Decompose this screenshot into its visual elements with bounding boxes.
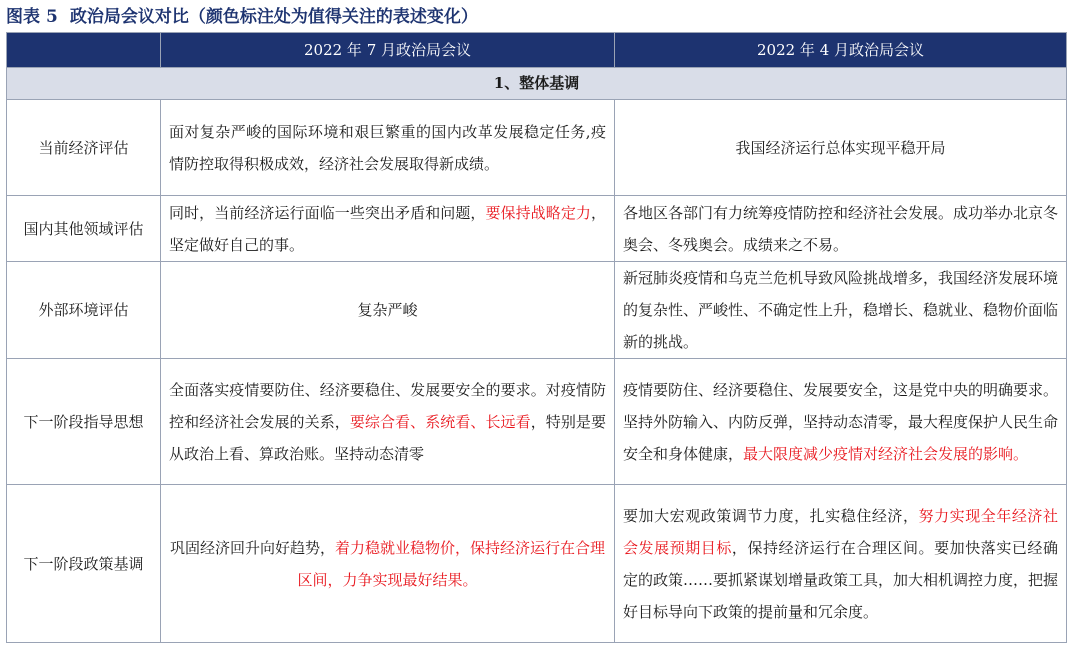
row-label: 当前经济评估 bbox=[7, 100, 161, 196]
table-header-row bbox=[7, 33, 1067, 68]
july-cell bbox=[161, 262, 615, 359]
april-cell bbox=[615, 262, 1067, 359]
highlighted-text: 着力稳就业稳物价，保持经济运行在合理区间，力争实现最好结果。 bbox=[297, 538, 606, 589]
cell-text: 复杂严峻 bbox=[357, 301, 418, 319]
july-cell bbox=[161, 100, 615, 196]
cell-text: ，坚定做好自己的事。 bbox=[169, 203, 606, 254]
highlighted-text: 努力实现全年经济社会发展预期目标 bbox=[623, 506, 1058, 557]
cell-text: 疫情要防住、经济要稳住、发展要安全，这是党中央的明确要求。坚持外防输入、内防反弹，坚持动态清零，最大程度保护人民生命安全和身体健康， bbox=[623, 380, 1059, 463]
cell-text: 全面落实疫情要防住、经济要稳住、发展要安全的要求。对疫情防控和经济社会发展的关系， bbox=[169, 380, 606, 431]
april-cell bbox=[615, 100, 1067, 196]
table-row bbox=[7, 359, 1067, 485]
april-cell bbox=[615, 485, 1067, 643]
july-cell bbox=[161, 196, 615, 262]
cell-text: 我国经济运行总体实现平稳开局 bbox=[735, 138, 946, 157]
cell-text: 各地区各部门有力统筹疫情防控和经济社会发展。成功举办北京冬奥会、冬残奥会。成绩来之不易。 bbox=[623, 203, 1059, 254]
highlighted-text: 要综合看、系统看、长远看 bbox=[349, 412, 531, 431]
row-label: 外部环境评估 bbox=[7, 262, 161, 359]
section-title: 1、整体基调 bbox=[7, 68, 1067, 100]
header-april-meeting: 2022 年 4 月政治局会议 bbox=[615, 33, 1067, 68]
comparison-table bbox=[6, 32, 1067, 643]
figure-number: 5 bbox=[46, 7, 58, 27]
april-cell bbox=[615, 196, 1067, 262]
cell-text: 新冠肺炎疫情和乌克兰危机导致风险挑战增多，我国经济发展环境的复杂性、严峻性、不确定性上升，稳增长、稳就业、稳物价面临新的挑战。 bbox=[623, 269, 1059, 351]
cell-text: ，保持经济运行在合理区间。要加快落实已经确定的政策……要抓紧谋划增量政策工具，加大相机调控力度，把握好目标导向下政策的提前量和冗余度。 bbox=[623, 538, 1059, 621]
header-july-meeting: 2022 年 7 月政治局会议 bbox=[161, 33, 615, 68]
figure-label: 图表 bbox=[6, 7, 40, 27]
row-label: 下一阶段指导思想 bbox=[7, 359, 161, 485]
april-cell bbox=[615, 359, 1067, 485]
figure-caption: 政治局会议对比（颜色标注处为值得关注的表述变化） bbox=[69, 7, 478, 27]
july-cell bbox=[161, 485, 615, 643]
figure-title bbox=[6, 4, 478, 30]
july-cell bbox=[161, 359, 615, 485]
row-label: 下一阶段政策基调 bbox=[7, 485, 161, 643]
cell-text: 同时，当前经济运行面临一些突出矛盾和问题， bbox=[169, 203, 486, 222]
cell-text: 要加大宏观政策调节力度，扎实稳住经济， bbox=[623, 506, 919, 525]
cell-text: 面对复杂严峻的国际环境和艰巨繁重的国内改革发展稳定任务,疫情防控取得积极成效，经济社会发展取得新成绩。 bbox=[169, 122, 606, 173]
table-row bbox=[7, 485, 1067, 643]
cell-text: 巩固经济回升向好趋势， bbox=[169, 538, 335, 557]
row-label: 国内其他领域评估 bbox=[7, 196, 161, 262]
table-row bbox=[7, 262, 1067, 359]
table-row bbox=[7, 196, 1067, 262]
table-row bbox=[7, 100, 1067, 196]
highlighted-text: 最大限度减少疫情对经济社会发展的影响。 bbox=[743, 444, 1029, 463]
highlighted-text: 要保持战略定力 bbox=[485, 203, 591, 222]
header-corner-cell bbox=[7, 33, 161, 68]
cell-text: ，特别是要从政治上看、算政治账。坚持动态清零 bbox=[169, 412, 606, 463]
section-row bbox=[7, 68, 1067, 100]
